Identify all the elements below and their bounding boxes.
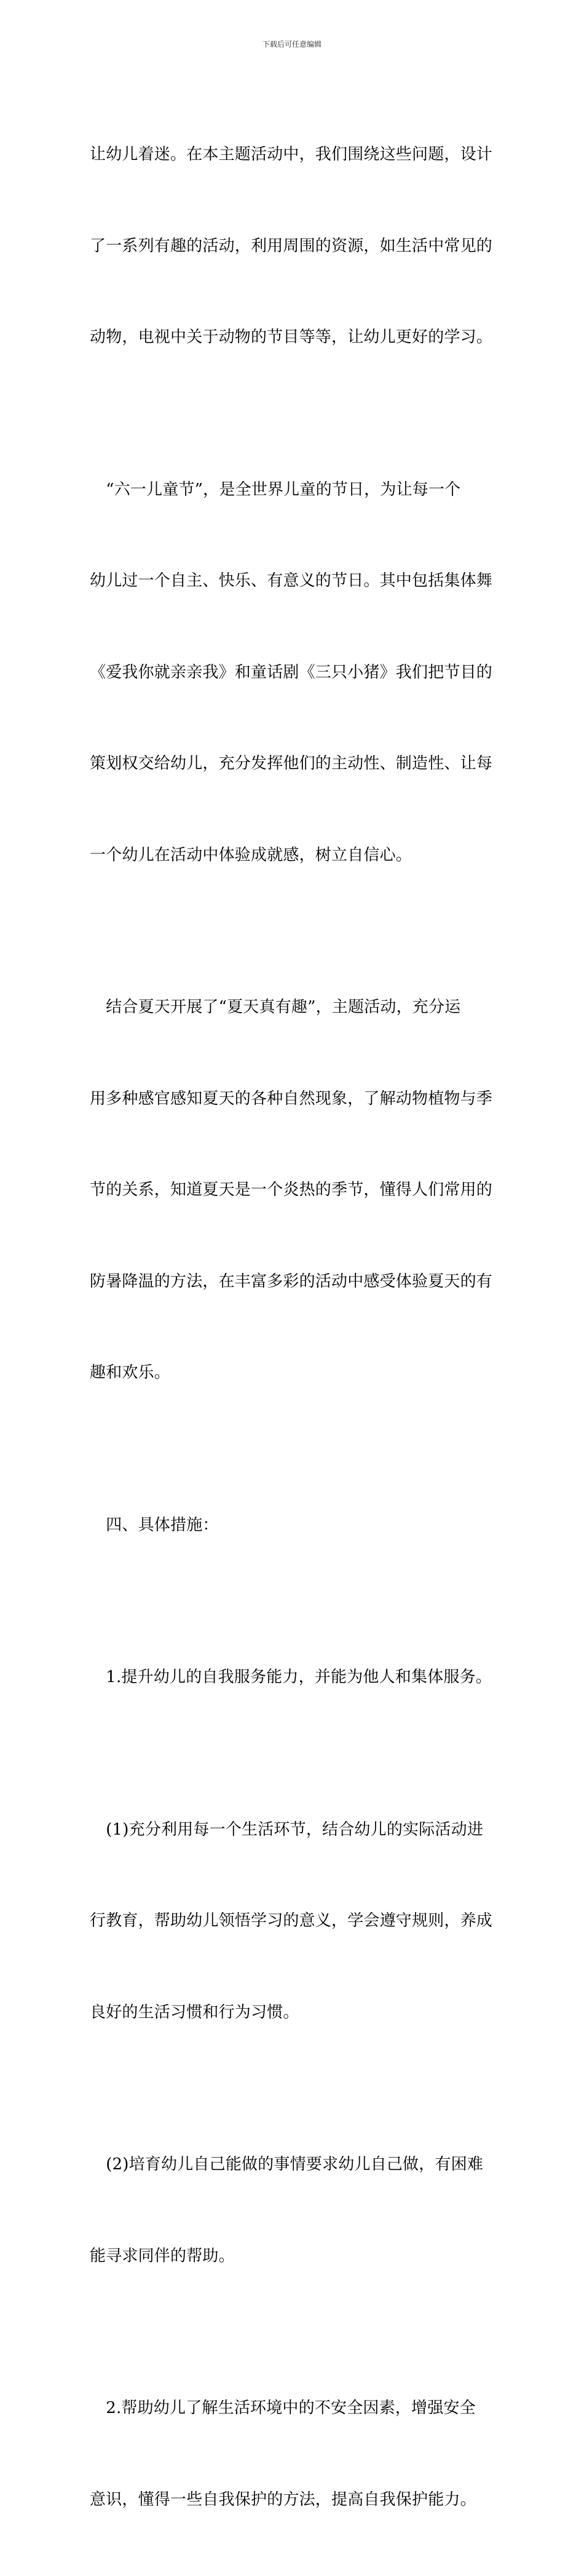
text-line: 节的关系，知道夏天是一个炎热的季节，懂得人们常用的 xyxy=(90,1181,493,1199)
paragraph-measure-1 xyxy=(90,1601,498,1754)
paragraph-2 xyxy=(90,414,498,932)
paragraph-measure-1-1 xyxy=(90,1754,498,2089)
text-line: 趣和欢乐。 xyxy=(90,1363,171,1382)
document-body xyxy=(90,79,498,2576)
text-line: “六一儿童节”，是全世界儿童的节日，为让每一个 xyxy=(90,480,461,499)
paragraph-measure-2 xyxy=(90,2332,498,2576)
text-line: (1)充分利用每一个生活环节，结合幼儿的实际活动进 xyxy=(90,1820,484,1839)
text-line: 用多种感官感知夏天的各种自然现象，了解动物植物与季 xyxy=(90,1089,493,1108)
text-line: 能寻求同伴的帮助。 xyxy=(90,2246,235,2265)
text-line: 防暑降温的方法，在丰富多彩的活动中感受体验夏天的有 xyxy=(90,1272,493,1291)
section-heading xyxy=(90,1449,498,1602)
text-line: 意识，懂得一些自我保护的方法，提高自我保护能力。 xyxy=(90,2490,476,2509)
page-header: 下载后可任意编辑 xyxy=(262,40,322,49)
text-line: 2.帮助幼儿了解生活环境中的不安全因素，增强安全 xyxy=(90,2399,476,2417)
text-line: 幼儿过一个自主、快乐、有意义的节日。其中包括集体舞 xyxy=(90,572,493,590)
text-line: 动物，电视中关于动物的节目等等，让幼儿更好的学习。 xyxy=(90,328,493,346)
paragraph-1 xyxy=(90,79,498,414)
paragraph-3 xyxy=(90,931,498,1449)
text-line: 让幼儿着迷。在本主题活动中，我们围绕这些问题，设计 xyxy=(90,145,493,164)
text-line: 行教育，帮助幼儿领悟学习的意义，学会遵守规则，养成 xyxy=(90,1912,493,1930)
heading-line: 四、具体措施： xyxy=(90,1515,219,1534)
text-line: (2)培育幼儿自己能做的事情要求幼儿自己做，有困难 xyxy=(90,2155,484,2174)
text-line: 一个幼儿在活动中体验成就感，树立自信心。 xyxy=(90,845,412,864)
text-line: 策划权交给幼儿，充分发挥他们的主动性、制造性、让每 xyxy=(90,754,493,773)
paragraph-measure-1-2 xyxy=(90,2089,498,2332)
text-line: 结合夏天开展了“夏天真有趣”，主题活动，充分运 xyxy=(90,998,461,1016)
text-line: 良好的生活习惯和行为习惯。 xyxy=(90,2003,299,2022)
text-line: 1.提升幼儿的自我服务能力，并能为他人和集体服务。 xyxy=(90,1668,492,1686)
text-line: 《爱我你就亲亲我》和童话剧《三只小猪》我们把节目的 xyxy=(90,663,493,682)
text-line: 了一系列有趣的活动，利用周围的资源，如生活中常见的 xyxy=(90,236,493,255)
